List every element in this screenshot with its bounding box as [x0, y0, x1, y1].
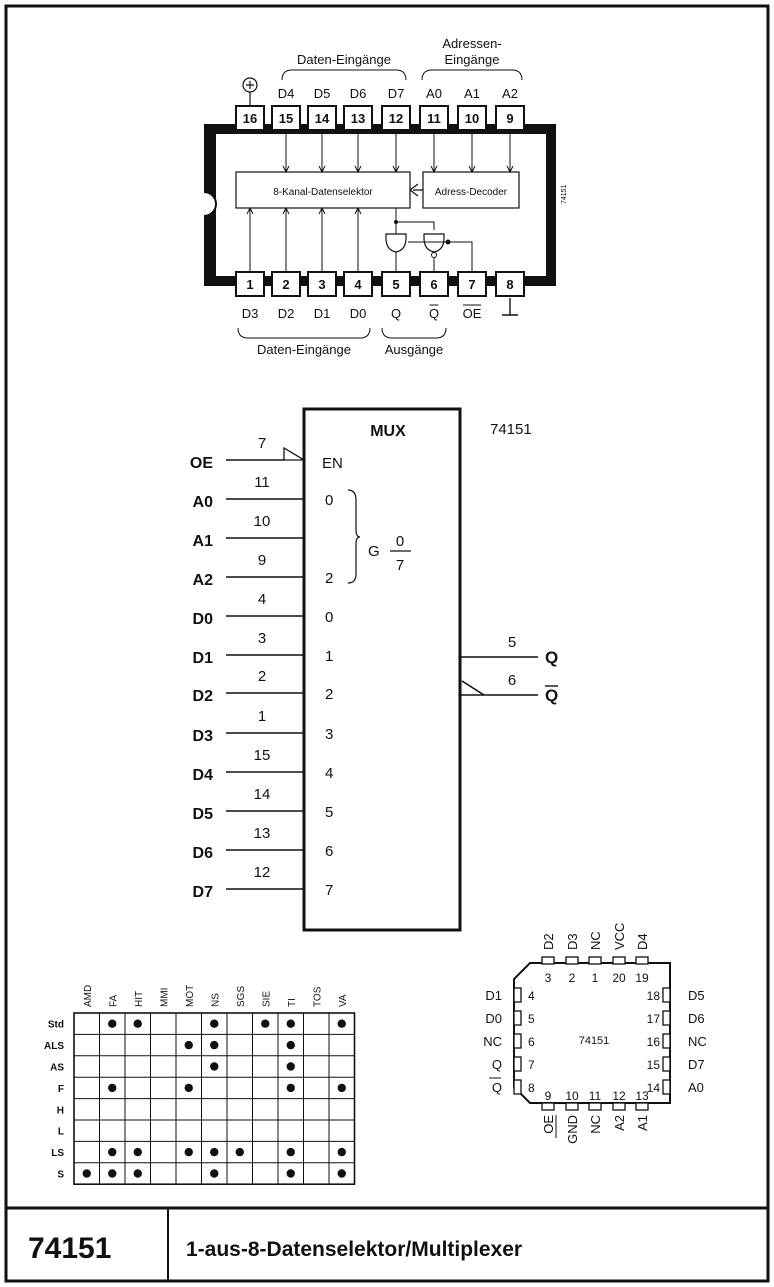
footer-title: 1-aus-8-Datenselektor/Multiplexer — [186, 1238, 523, 1261]
plcc-pin-signal: D3 — [565, 933, 580, 950]
mux-input-inner-label: 2 — [325, 570, 334, 587]
top-data-brace — [282, 70, 406, 80]
availability-dot — [210, 1041, 218, 1049]
mux-input-pin-number: 10 — [253, 513, 271, 530]
dip-pin-signal: D1 — [313, 306, 331, 321]
availability-dot — [287, 1148, 295, 1156]
dip-pin-number: 16 — [242, 111, 258, 126]
mux-input-pin-number: 3 — [257, 630, 267, 647]
dip-pin-number: 13 — [350, 111, 366, 126]
availability-dot — [210, 1169, 218, 1177]
mux-part: 74151 — [490, 421, 532, 438]
plcc-pin-signal: A1 — [635, 1115, 650, 1131]
table-column-header: TOS — [312, 986, 324, 1007]
dip-pin-signal: D4 — [277, 86, 295, 101]
table-row-label: Std — [47, 1019, 64, 1031]
table-column-header: SGS — [235, 985, 247, 1007]
availability-dot — [261, 1020, 269, 1028]
g-numerator: 0 — [395, 533, 405, 550]
dip-pin-number: 6 — [430, 277, 438, 292]
dip-pin-signal: D0 — [349, 306, 367, 321]
plcc-package — [483, 923, 707, 1144]
dip-pin-number: 3 — [318, 277, 326, 292]
mux-input-pin-number: 11 — [254, 474, 270, 491]
plcc-pin-signal: D0 — [485, 1011, 502, 1026]
table-row-label: LS — [51, 1148, 64, 1160]
availability-dot — [185, 1148, 193, 1156]
plcc-pin-signal: VCC — [612, 922, 627, 950]
availability-dot — [108, 1148, 116, 1156]
plcc-pad — [589, 957, 601, 964]
bottom-out-brace — [382, 328, 446, 338]
dip-pin-signal: D2 — [277, 306, 295, 321]
footer-part-number: 74151 — [28, 1232, 112, 1265]
en-label: EN — [322, 455, 343, 472]
plcc-center-label: 74151 — [578, 1035, 610, 1047]
plcc-pad — [514, 1057, 521, 1071]
mux-input-inner-label: 0 — [325, 609, 334, 626]
table-row-label: ALS — [44, 1041, 64, 1053]
plcc-pin-number: 11 — [588, 1089, 602, 1103]
dip-pin-signal: D5 — [313, 86, 331, 101]
plcc-pad — [663, 1057, 670, 1071]
decoder-label: Adress-Decoder — [434, 187, 508, 198]
mux-input-name: D2 — [192, 688, 213, 705]
availability-dot — [83, 1169, 91, 1177]
mux-input-pin-number: 4 — [257, 591, 267, 608]
g-denominator: 7 — [395, 557, 405, 574]
plcc-pin-number: 10 — [565, 1089, 579, 1103]
availability-dot — [185, 1041, 193, 1049]
dip-pin-signal: D3 — [241, 306, 259, 321]
availability-dot — [236, 1148, 244, 1156]
plcc-pin-signal: NC — [588, 931, 603, 950]
mux-input-inner-label: 4 — [325, 765, 334, 782]
plcc-pin-signal: GND — [565, 1115, 580, 1144]
plcc-pin-signal: D6 — [688, 1011, 705, 1026]
wire-node — [446, 240, 451, 245]
mux-input-inner-label: 3 — [325, 726, 334, 743]
mux-input-name: D3 — [192, 728, 213, 745]
plcc-pin-number: 12 — [612, 1089, 626, 1103]
plcc-pin-signal: D7 — [688, 1057, 705, 1072]
plcc-pin-signal: Q — [491, 1057, 502, 1072]
mux-input-name: D7 — [192, 884, 213, 901]
availability-dot — [108, 1020, 116, 1028]
dip-pin-signal: Q — [390, 306, 402, 321]
dip-pin-signal: A2 — [502, 86, 518, 101]
mux-input-name: A0 — [192, 494, 213, 511]
availability-dot — [134, 1148, 142, 1156]
logic-symbol — [190, 409, 558, 930]
availability-dot — [210, 1020, 218, 1028]
dip-pin-number: 10 — [464, 111, 480, 126]
inverter-bubble — [432, 253, 437, 258]
plcc-pin-number: 9 — [544, 1089, 552, 1103]
top-data-group-label: Daten-Eingänge — [297, 52, 391, 67]
plcc-pin-signal: D1 — [485, 988, 502, 1003]
plcc-pad — [663, 1080, 670, 1094]
plcc-pad — [663, 988, 670, 1002]
mux-input-pin-number: 13 — [253, 825, 271, 842]
availability-dot — [108, 1169, 116, 1177]
table-column-header: HIT — [133, 990, 145, 1007]
availability-dot — [287, 1062, 295, 1070]
plcc-pin-signal: D2 — [541, 933, 556, 950]
address-brace — [348, 490, 360, 583]
mux-input-name: D1 — [192, 650, 213, 667]
plcc-pad — [514, 1034, 521, 1048]
plcc-pin-number: 4 — [528, 989, 535, 1003]
ground-symbol — [502, 298, 518, 315]
dip-pin-number: 2 — [282, 277, 290, 292]
top-addr-group-label-2: Eingänge — [444, 52, 500, 67]
dip-pin-number: 4 — [354, 277, 362, 292]
plcc-pin-signal: NC — [483, 1034, 502, 1049]
plcc-pin-number: 2 — [568, 971, 576, 985]
table-column-header: SIE — [261, 990, 273, 1007]
table-column-header: MOT — [184, 984, 196, 1007]
mux-input-pin-number: 9 — [257, 552, 267, 569]
mux-input-inner-label: 5 — [325, 804, 334, 821]
mux-input-inner-label: 2 — [325, 686, 334, 703]
top-addr-group-label-1: Adressen- — [442, 36, 502, 51]
plcc-pad — [542, 957, 554, 964]
plcc-pin-signal: A0 — [688, 1080, 704, 1095]
plcc-pad — [663, 1034, 670, 1048]
mux-input-inner-label: 0 — [325, 492, 334, 509]
dip-package — [204, 36, 568, 357]
plcc-pin-number: 19 — [635, 971, 649, 985]
plcc-pin-signal: D4 — [635, 933, 650, 950]
dip-pin-number: 5 — [392, 277, 400, 292]
plcc-pin-number: 8 — [528, 1081, 535, 1095]
availability-dot — [287, 1084, 295, 1092]
vcc-symbol-lines — [246, 81, 254, 106]
plcc-pin-number: 17 — [646, 1012, 660, 1026]
mux-output-name: Q — [545, 686, 559, 705]
plcc-pad — [514, 1080, 521, 1094]
availability-dot — [338, 1084, 346, 1092]
table-row-label: H — [56, 1105, 64, 1117]
plcc-pin-number: 13 — [635, 1089, 649, 1103]
plcc-pin-signal: Q — [491, 1080, 502, 1095]
bottom-data-brace — [238, 328, 370, 338]
table-column-header: MMI — [159, 987, 171, 1007]
top-addr-brace — [422, 70, 522, 80]
mux-input-pin-number: 15 — [253, 747, 271, 764]
vendor-availability-table — [44, 985, 355, 1184]
plcc-pin-number: 18 — [646, 989, 660, 1003]
mux-input-pin-number: 7 — [257, 435, 267, 452]
dip-pin-signal: OE — [462, 306, 482, 321]
availability-dot — [185, 1084, 193, 1092]
active-low-indicator — [284, 448, 304, 460]
table-row-label: F — [57, 1083, 64, 1095]
dip-pin-number: 15 — [278, 111, 294, 126]
mux-input-inner-label: 1 — [325, 648, 334, 665]
plcc-pin-signal: NC — [588, 1115, 603, 1134]
availability-dot — [210, 1148, 218, 1156]
plcc-pin-signal: OE — [541, 1115, 556, 1134]
dip-pin-number: 11 — [427, 111, 441, 126]
availability-dot — [134, 1169, 142, 1177]
availability-dot — [338, 1148, 346, 1156]
dip-pin-signal: D6 — [349, 86, 367, 101]
plcc-pin-number: 15 — [646, 1058, 660, 1072]
mux-input-name: A2 — [192, 572, 213, 589]
mux-input-name: D4 — [192, 767, 213, 784]
dip-pin-number: 8 — [506, 277, 514, 292]
mux-input-pin-number: 14 — [253, 786, 271, 803]
availability-dot — [287, 1020, 295, 1028]
mux-outputs — [460, 634, 558, 705]
dip-pin-number: 9 — [506, 111, 514, 126]
dip-pin-signal: D7 — [387, 86, 405, 101]
mux-input-name: D5 — [192, 806, 213, 823]
dip-pin-signal: Q — [428, 306, 440, 321]
availability-dot — [210, 1062, 218, 1070]
plcc-pin-number: 5 — [528, 1012, 535, 1026]
plcc-pad — [613, 1103, 625, 1110]
table-column-header: TI — [286, 998, 298, 1007]
table-column-header: AMD — [82, 984, 94, 1007]
plcc-pad — [663, 1011, 670, 1025]
mux-inputs — [190, 435, 333, 901]
dip-pin-number: 12 — [388, 111, 404, 126]
mux-input-inner-label: 7 — [325, 882, 334, 899]
mux-output-pin-number: 5 — [507, 634, 517, 651]
plcc-pad — [566, 957, 578, 964]
plcc-pin-number: 1 — [591, 971, 599, 985]
plcc-pad — [542, 1103, 554, 1110]
dip-pin-signal: A0 — [426, 86, 442, 101]
mux-input-name: OE — [189, 455, 213, 472]
table-column-header: VA — [337, 994, 349, 1007]
plcc-pad — [514, 988, 521, 1002]
plcc-pin-signal: D5 — [688, 988, 705, 1003]
availability-dot — [134, 1020, 142, 1028]
mux-input-name: D6 — [192, 845, 213, 862]
plcc-pin-number: 16 — [646, 1035, 660, 1049]
mux-input-inner-label: 6 — [325, 843, 334, 860]
plcc-pad — [636, 1103, 648, 1110]
mux-title: MUX — [370, 423, 406, 440]
dip-pin-signal: A1 — [464, 86, 480, 101]
mux-output-name: Q — [545, 648, 559, 667]
g-label: G — [368, 543, 380, 560]
table-row-label: AS — [50, 1062, 64, 1074]
plcc-pad — [514, 1011, 521, 1025]
mux-input-pin-number: 1 — [257, 708, 267, 725]
availability-dot — [287, 1169, 295, 1177]
bottom-out-group-label: Ausgänge — [384, 342, 444, 357]
availability-dot — [338, 1169, 346, 1177]
table-column-header: NS — [210, 993, 222, 1007]
plcc-pad — [636, 957, 648, 964]
plcc-pad — [589, 1103, 601, 1110]
table-column-header: FA — [108, 994, 120, 1007]
availability-dot — [338, 1020, 346, 1028]
mux-input-pin-number: 2 — [257, 668, 267, 685]
plcc-pin-number: 20 — [612, 971, 626, 985]
table-row-label: L — [57, 1126, 64, 1138]
selector-label: 8-Kanal-Datenselektor — [273, 187, 373, 198]
bottom-data-group-label: Daten-Eingänge — [257, 342, 351, 357]
plcc-pin-signal: NC — [688, 1034, 707, 1049]
mux-input-name: A1 — [192, 533, 213, 550]
plcc-pin-signal: A2 — [612, 1115, 627, 1131]
availability-dot — [108, 1084, 116, 1092]
plcc-pin-number: 14 — [646, 1081, 660, 1095]
availability-dot — [287, 1041, 295, 1049]
dip-pin-number: 1 — [246, 277, 254, 292]
dip-pin-number: 7 — [468, 277, 476, 292]
plcc-pin-number: 6 — [528, 1035, 535, 1049]
plcc-pin-number: 3 — [544, 971, 552, 985]
plcc-pin-number: 7 — [528, 1058, 535, 1072]
plcc-pad — [613, 957, 625, 964]
mux-input-pin-number: 12 — [253, 864, 271, 881]
mux-output-pin-number: 6 — [507, 672, 517, 689]
dip-pin-number: 14 — [314, 111, 330, 126]
mux-input-name: D0 — [192, 611, 213, 628]
dip-side-code: 74151 — [561, 184, 568, 204]
negation-slash — [462, 681, 484, 695]
plcc-pad — [566, 1103, 578, 1110]
dip-top-pins — [236, 78, 524, 130]
table-row-label: S — [57, 1169, 64, 1181]
